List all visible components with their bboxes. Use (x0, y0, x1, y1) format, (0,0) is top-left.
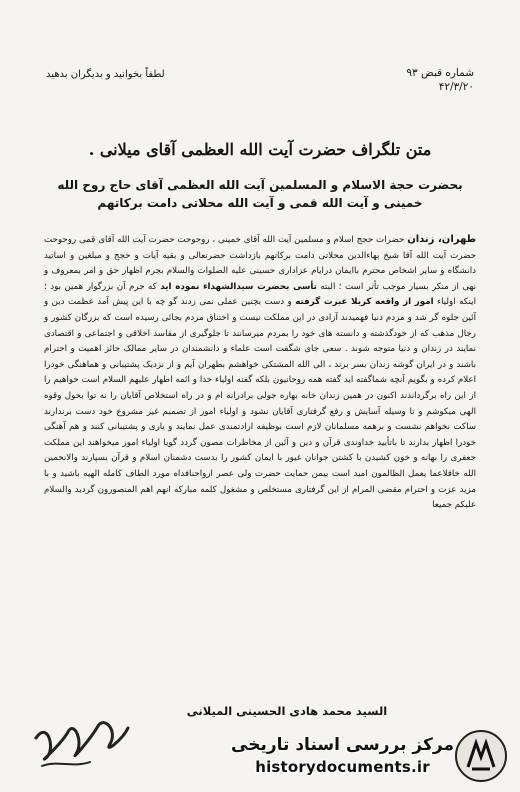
archive-name: مرکز بررسی اسناد تاریخی (231, 735, 454, 755)
body-lead: طهران، زندان (407, 234, 476, 245)
document-date: ۴۲/۳/۲۰ (438, 81, 474, 93)
receipt-number: شماره قبض ۹۳ (406, 67, 474, 79)
body-paragraph-2: که جرم آن بزرگوار همین بود ؛ اینکه اولیاء (44, 281, 476, 308)
addressee: بحضرت حجة الاسلام و المسلمین آیت الله العظمی آقای حاج روح الله خمینی و آیت الله قمی و آیت الله محلاتی دامت برکاتهم (57, 178, 463, 210)
body-emphasis-1: تأسی بحضرت سیدالشهداء نموده اید (160, 281, 317, 292)
body-emphasis-2: امور از واقعه کربلا عبرت گرفته (295, 297, 434, 308)
body-paragraph-1: حضرات حجج اسلام و مسلمین آیت الله آقای خمینی ، روحوحت حضرت آیت الله آقای قمی روحوحت حضرت آیت الله آقا شیخ بهاءالدین محلاتی دامت برکاتهم بازداشت حضرتعالی و بقیه آیات و حجج و مبلغین و اساتید دانشگاه و سایر اشخاص محترم باایمان درایام عزاداری حسینی علیه الصلوات والسلام بجرم اظهار حق و امر بمعروف و نهی از منکر بسیار موجب تأثر است ؛ البته (44, 235, 476, 292)
telegram-body (44, 232, 476, 514)
document-title: متن تلگراف حضرت آیت الله العظمی آقای میلانی . (88, 140, 432, 159)
handwritten-mark (26, 680, 136, 772)
archive-url: historydocuments.ir (255, 758, 430, 776)
signature-name: السید محمد هادی الحسینی المیلانی (186, 704, 388, 718)
archive-watermark (160, 720, 520, 792)
document-meta (406, 66, 474, 94)
body-paragraph-3: و دست بچنین عملی نمی زدند گو چه با این پیش آمد عظمت دین و آئین جلوه گر شد و مردم دنیا فهمیدند آزادی در این مملکت نیست و اختناق مردم بجائی رسیده است که بزرگان کشور و رجال مذهب که از خودگذشته و دانسته های خود را بمردم میرسانند تا جلوگیری از مفاسد اخلاقی و اجتماعی و اقتصادی نمایند در زندان و دنیا متوجه شوند . سعی جای شگفت است علماء و دانشمندان در سایر ممالک حائز اهمیت و احترام باشند و در ایران گوشه زندان بسر برند ، الی الله المشتکی خواهشم بطهران آیم و از نزدیک پشتیبانی و هماهنگی خودرا اعلام کرده و بگویم آنچه شماگفته اید گفته همه روحانیون بلکه گفته اولیاء خدا و ائمه اطهار علیهم السلام است خواهیم را از این راه برگرداندند اکنون در همین زندان خانه بهاره جولی برادرانه ام و در راه استخلاص آقایان را نه توا بحول وقوه الهی میکوشم و تا وسیله آسایش و رفع گرفتاری آقایان نشود و اولیاء امور از تصمیم غیر مشروع خود دست برندارند ساکت نخواهم نشست و برهمه مسلمانان لازم است بوظیفه ارادتمندی عمل نمایند و یاری و پشتیبانی کنند و هم آهنگی خودرا اظهار بدارند تا باتأیید خداوندی قرآن و دین و آئین از مخاطرات مصون گردد گویا اولیاء امور میخواهند این مملکت جعفری را بهانه و خون کشیدن با کشتن جوانان غیور با ایمان کشور را بدست دشمنان اسلام و قرآن بسپارند والانحمین الله خافلاعما یعمل الظالمون امید است بیمن حمایت حضرت ولی عصر ارواحنافداه مورد الطاف کامله الهیه باشید و با مزید عزت و احترام مقضی المرام از این گرفتاری مستخلص و مشغول کلمه مبارکه انهم اهم المنصورون گردید والسلام علیکم جمیعا (44, 297, 476, 511)
document-header (46, 66, 474, 94)
distribution-instruction: لطفاً بخوانید و بدیگران بدهید (46, 69, 165, 80)
archive-logo-icon (454, 729, 508, 783)
